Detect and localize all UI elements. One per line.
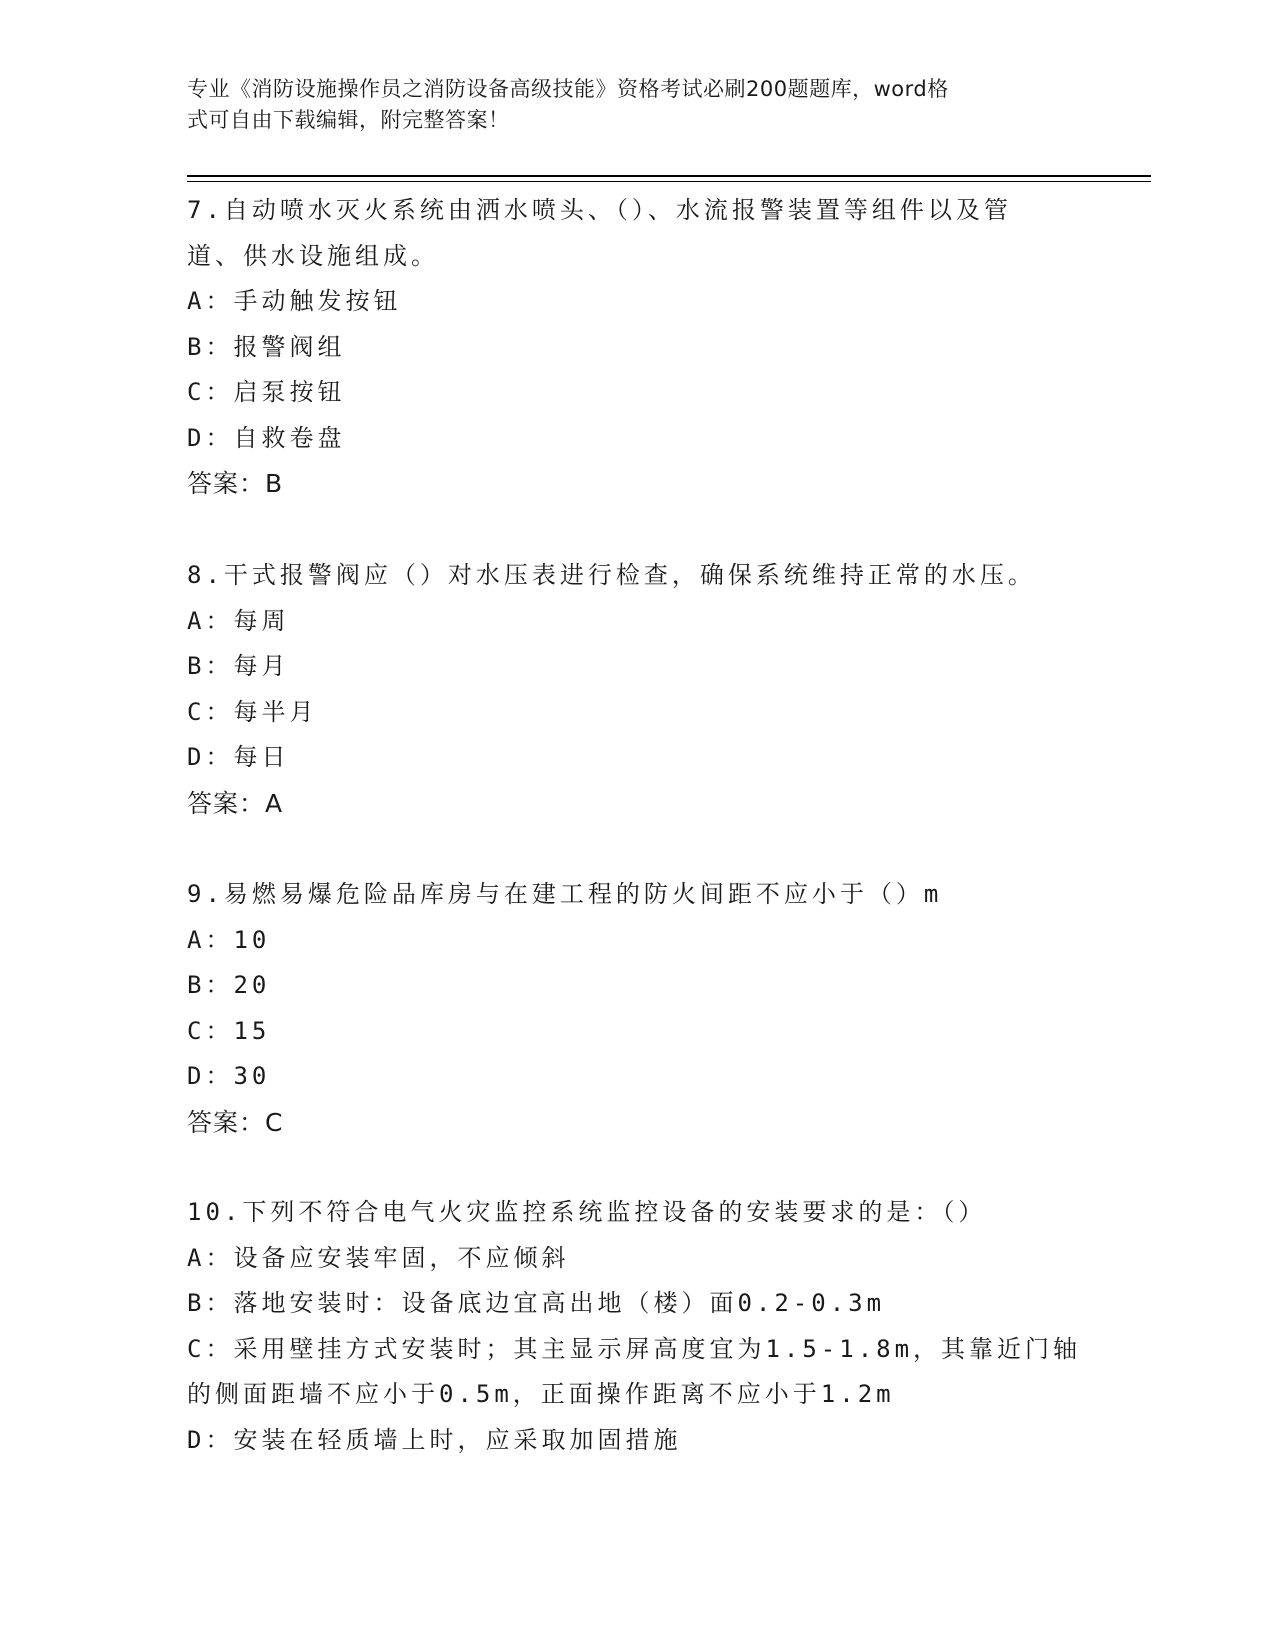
question-9 bbox=[187, 872, 1087, 1145]
document-header bbox=[187, 74, 1067, 136]
header-divider-thick bbox=[187, 175, 1151, 177]
question-stem-line: 道、供水设施组成。 bbox=[187, 241, 439, 270]
option-b: B：每月 bbox=[187, 652, 290, 680]
answer-line: 答案：C bbox=[187, 1107, 284, 1137]
option-c: C：15 bbox=[187, 1016, 271, 1045]
header-divider-thin bbox=[187, 181, 1151, 182]
option-c-continued: 的侧面距墙不应小于0.5m，正面操作距离不应小于1.2m bbox=[187, 1380, 895, 1408]
option-d: D：自救卷盘 bbox=[187, 423, 346, 452]
option-c: C：启泵按钮 bbox=[187, 378, 346, 406]
option-b: B：20 bbox=[187, 971, 271, 999]
question-stem-line: 10.下列不符合电气火灾监控系统监控设备的安装要求的是：（） bbox=[187, 1198, 987, 1226]
question-10 bbox=[187, 1190, 1087, 1463]
option-c: C：采用壁挂方式安装时；其主显示屏高度宜为1.5-1.8m，其靠近门轴 bbox=[187, 1334, 1082, 1363]
option-d: D：安装在轻质墙上时，应采取加固措施 bbox=[187, 1425, 682, 1454]
question-stem-line: 7.自动喷水灭火系统由洒水喷头、（）、水流报警装置等组件以及管 bbox=[187, 196, 1012, 224]
option-a: A：手动触发按钮 bbox=[187, 287, 402, 315]
question-stem-line: 8.干式报警阀应（）对水压表进行检查，确保系统维持正常的水压。 bbox=[187, 561, 1036, 589]
option-a: A：10 bbox=[187, 925, 271, 954]
option-b: B：报警阀组 bbox=[187, 332, 346, 361]
question-stem-line: 9.易燃易爆危险品库房与在建工程的防火间距不应小于（）m bbox=[187, 880, 943, 908]
option-b: B：落地安装时：设备底边宜高出地（楼）面0.2-0.3m bbox=[187, 1289, 886, 1317]
option-d: D：30 bbox=[187, 1062, 271, 1090]
option-c: C：每半月 bbox=[187, 697, 318, 726]
header-line-2: 式可自由下载编辑，附完整答案！ bbox=[187, 108, 510, 132]
answer-line: 答案：B bbox=[187, 469, 284, 498]
option-a: A：每周 bbox=[187, 606, 290, 635]
answer-line: 答案：A bbox=[187, 788, 284, 818]
question-7 bbox=[187, 188, 1087, 507]
option-a: A：设备应安装牢固，不应倾斜 bbox=[187, 1243, 570, 1272]
question-8 bbox=[187, 553, 1087, 826]
header-line-1: 专业《消防设施操作员之消防设备高级技能》资格考试必刷200题题库，word格 bbox=[187, 77, 949, 101]
option-d: D：每日 bbox=[187, 743, 290, 771]
